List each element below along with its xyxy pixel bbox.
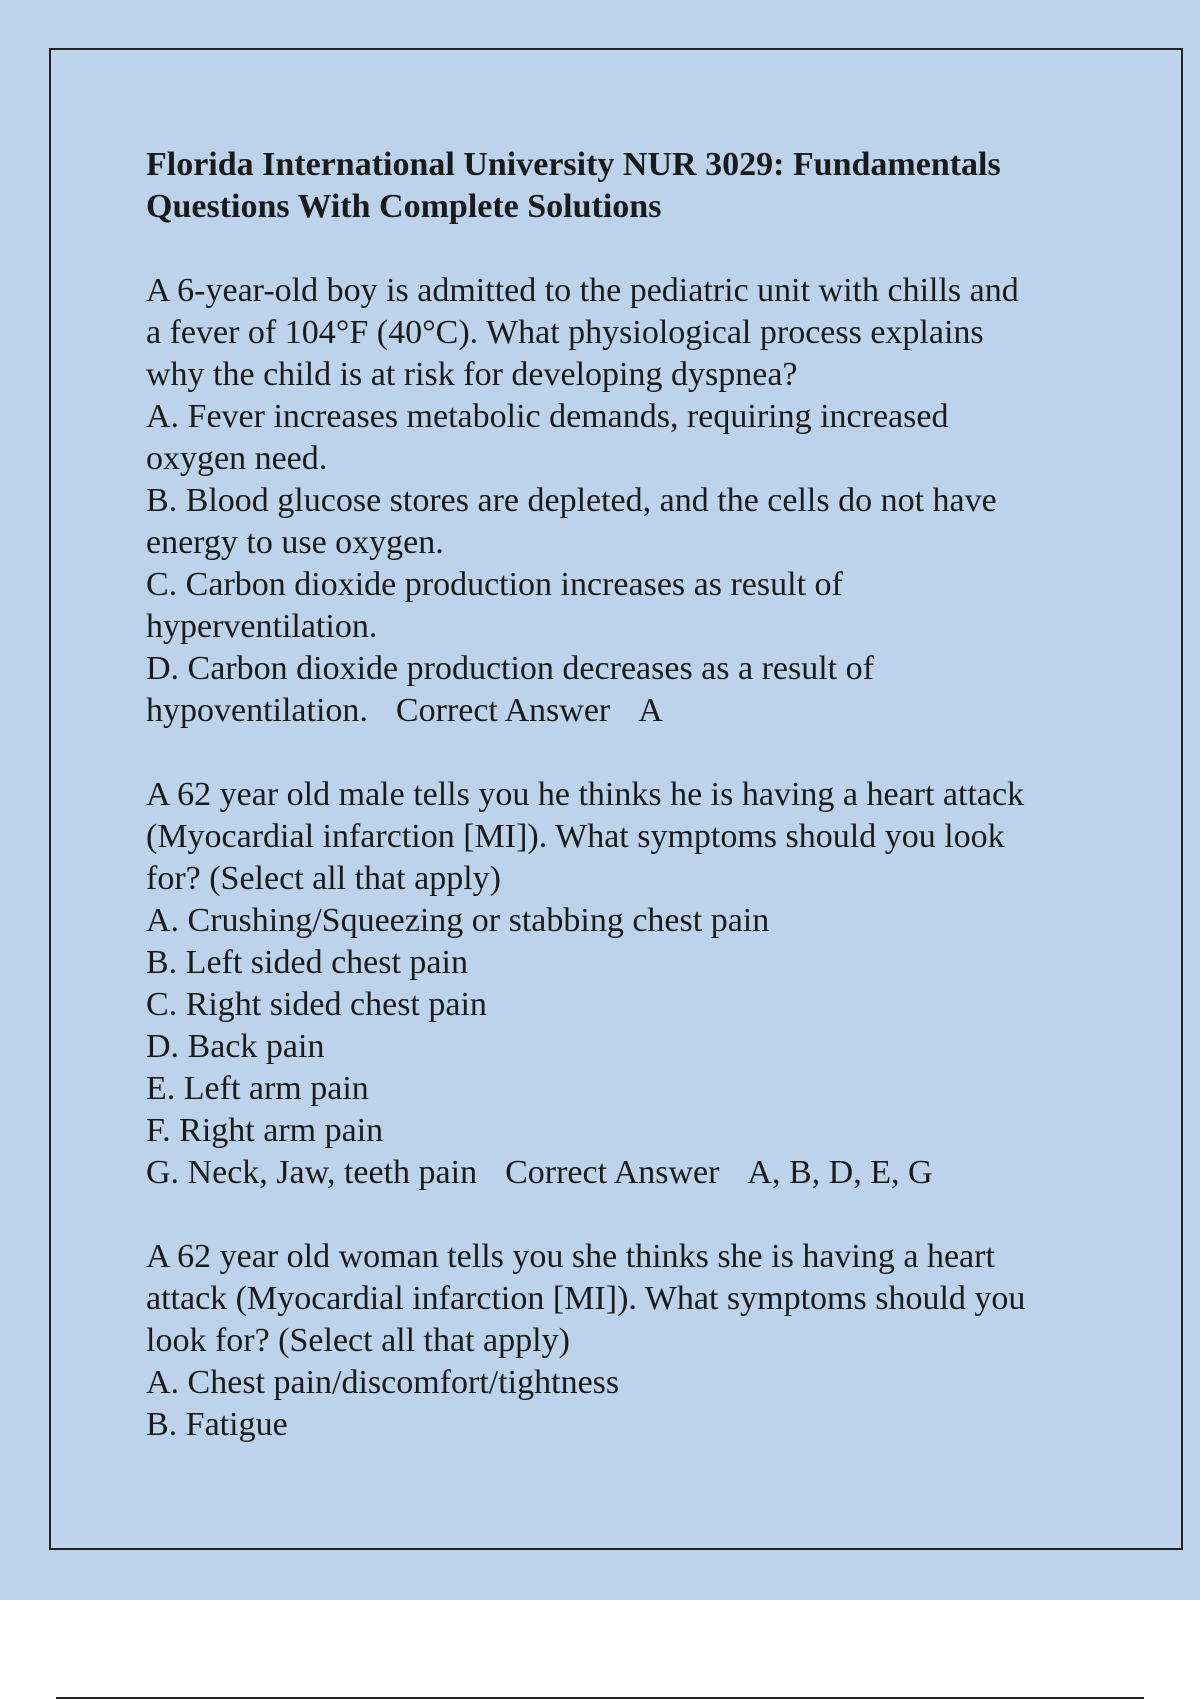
question-1-stem-line: why the child is at risk for developing dyspnea? xyxy=(146,356,798,393)
question-1-option-line: A. Fever increases metabolic demands, requiring increased xyxy=(146,398,949,435)
footer-divider xyxy=(56,1697,1144,1699)
title-line-2: Questions With Complete Solutions xyxy=(146,188,662,225)
question-1-answer-label: Correct Answer xyxy=(395,692,611,729)
document-content xyxy=(146,144,1106,1446)
question-1 xyxy=(146,270,1106,732)
document-title xyxy=(146,144,1106,228)
question-2-answer-line xyxy=(146,1152,1106,1194)
title-line-1: Florida International University NUR 3029: Fundamentals xyxy=(146,146,1001,183)
question-2-stem-line: for? (Select all that apply) xyxy=(146,860,501,897)
question-1-option-line: oxygen need. xyxy=(146,440,328,477)
question-2-option-line: D. Back pain xyxy=(146,1028,325,1065)
question-1-last-option: hypoventilation. xyxy=(146,692,368,729)
question-1-option-line: D. Carbon dioxide production decreases as a result of xyxy=(146,650,874,687)
question-2-stem-line: (Myocardial infarction [MI]). What symptoms should you look xyxy=(146,818,1005,855)
question-3-stem-line: A 62 year old woman tells you she thinks she is having a heart xyxy=(146,1238,995,1275)
question-2-option-line: B. Left sided chest pain xyxy=(146,944,468,981)
question-1-answer-line xyxy=(146,690,1106,732)
question-2-answer-label: Correct Answer xyxy=(505,1154,720,1191)
question-2-option-line: F. Right arm pain xyxy=(146,1112,384,1149)
question-1-option-line: hyperventilation. xyxy=(146,608,378,645)
question-2-answer-value: A, B, D, E, G xyxy=(747,1154,933,1191)
question-1-stem-line: A 6-year-old boy is admitted to the pediatric unit with chills and xyxy=(146,272,1019,309)
question-2-last-option: G. Neck, Jaw, teeth pain xyxy=(146,1154,478,1191)
question-3-option-line: A. Chest pain/discomfort/tightness xyxy=(146,1364,620,1401)
question-1-option-line: B. Blood glucose stores are depleted, and the cells do not have xyxy=(146,482,997,519)
question-1-stem-line: a fever of 104°F (40°C). What physiological process explains xyxy=(146,314,984,351)
question-3-stem-line: look for? (Select all that apply) xyxy=(146,1322,570,1359)
question-3-option-line: B. Fatigue xyxy=(146,1406,288,1443)
question-3-stem-line: attack (Myocardial infarction [MI]). What symptoms should you xyxy=(146,1280,1026,1317)
question-2-option-line: E. Left arm pain xyxy=(146,1070,369,1107)
question-2-stem-line: A 62 year old male tells you he thinks he is having a heart attack xyxy=(146,776,1025,813)
question-2-option-line: C. Right sided chest pain xyxy=(146,986,487,1023)
question-1-option-line: C. Carbon dioxide production increases as result of xyxy=(146,566,843,603)
question-3 xyxy=(146,1236,1106,1446)
question-1-option-line: energy to use oxygen. xyxy=(146,524,444,561)
question-1-answer-value: A xyxy=(638,692,663,729)
question-2 xyxy=(146,774,1106,1194)
question-2-option-line: A. Crushing/Squeezing or stabbing chest pain xyxy=(146,902,770,939)
